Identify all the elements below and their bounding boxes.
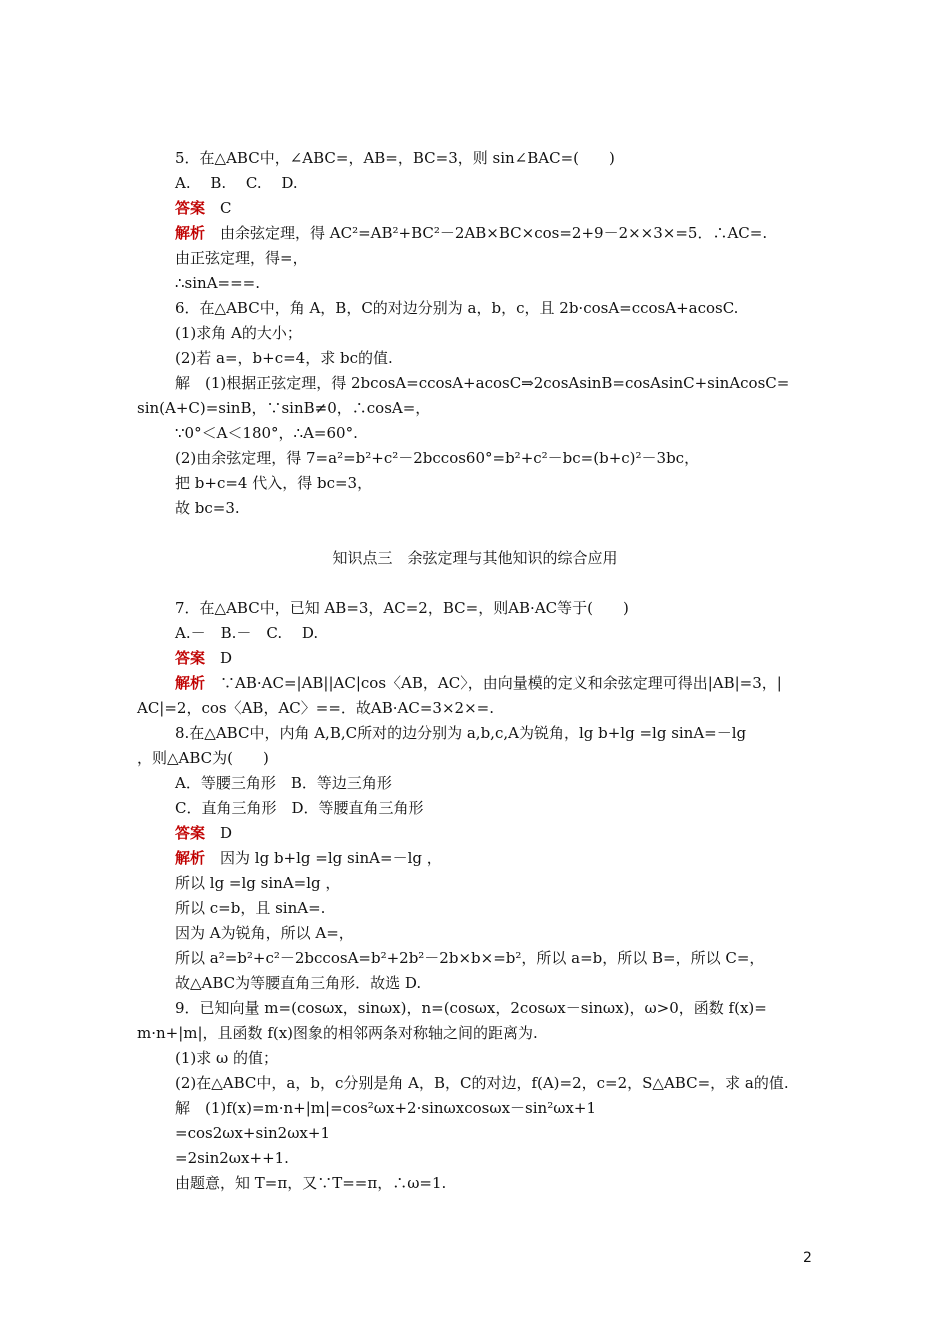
problem-8-analysis: 解析 因为 lg b+lg =lg sinA=－lg ， bbox=[175, 849, 442, 867]
problem-9-solution: 解 (1)f(x)=m·n+|m|=cos²ωx+2·sinωxcosωx－sin²ωx+1 bbox=[175, 1099, 597, 1117]
text-line: 故△ABC为等腰直角三角形．故选 D. bbox=[175, 974, 422, 992]
text-line: 所以 c=b，且 sinA=. bbox=[175, 899, 326, 917]
text-line: 把 b+c=4 代入，得 bc=3， bbox=[175, 474, 373, 492]
text-line: m·n+|m|，且函数 f(x)图象的相邻两条对称轴之间的距离为. bbox=[137, 1024, 538, 1042]
text-line: 所以 a²=b²+c²－2bccosA=b²+2b²－2b×b×=b²，所以 a=b，所以 B=，所以 C=， bbox=[175, 949, 765, 967]
problem-8-stem: 8.在△ABC中，内角 A,B,C所对的边分别为 a,b,c,A为锐角，lg b+lg =lg sinA=－lg bbox=[175, 724, 747, 742]
text-line: (2)由余弦定理，得 7=a²=b²+c²－2bccos60°=b²+c²－bc=(b+c)²－3bc， bbox=[175, 449, 700, 467]
section-heading: 知识点三 余弦定理与其他知识的综合应用 bbox=[332, 549, 618, 567]
problem-7-stem: 7．在△ABC中，已知 AB=3，AC=2，BC=，则AB·AC等于( ) bbox=[175, 599, 629, 617]
page-number: 2 bbox=[803, 1250, 812, 1266]
text-line: =2sin2ωx++1. bbox=[175, 1149, 289, 1167]
problem-6-stem: 6．在△ABC中，角 A，B，C的对边分别为 a，b，c，且 2b·cosA=ccosA+acosC. bbox=[175, 299, 739, 317]
problem-6-solution: 解 (1)根据正弦定理，得 2bcosA=ccosA+acosC⇒2cosAsinB=cosAsinC+sinAcosC= bbox=[175, 374, 790, 392]
problem-5-analysis: 解析 由余弦定理，得 AC²=AB²+BC²－2AB×BC×cos=2+9－2××3×=5．∴AC=. bbox=[175, 224, 768, 242]
text-line: sin(A+C)=sinB，∵sinB≠0，∴cosA=， bbox=[137, 399, 431, 417]
text-line: AC|=2，cos〈AB，AC〉==．故AB·AC=3×2×=. bbox=[137, 699, 494, 717]
text-line: 故 bc=3. bbox=[175, 499, 240, 517]
text-line: ∴sinA===. bbox=[175, 274, 261, 292]
text-line: (2)在△ABC中，a，b，c分别是角 A，B，C的对边，f(A)=2，c=2，S△ABC=，求 a的值. bbox=[175, 1074, 789, 1092]
text-line: ∵0°＜A＜180°，∴A=60°. bbox=[175, 424, 358, 442]
text-line: ，则△ABC为( ) bbox=[137, 749, 269, 767]
text-line: (1)求角 A的大小； bbox=[175, 324, 302, 342]
problem-7-analysis: 解析 ∵AB·AC=|AB||AC|cos〈AB，AC〉，由向量模的定义和余弦定理可得出|AB|=3，| bbox=[175, 674, 782, 692]
problem-8-options: C．直角三角形 D．等腰直角三角形 bbox=[175, 799, 424, 817]
problem-7-options: A.－ B.－ C. D. bbox=[175, 624, 319, 642]
text-line: (1)求 ω 的值； bbox=[175, 1049, 279, 1067]
problem-9-stem: 9．已知向量 m=(cosωx，sinωx)，n=(cosωx，2cosωx－sinωx)，ω>0，函数 f(x)= bbox=[175, 999, 767, 1017]
text-line: 所以 lg =lg sinA=lg ， bbox=[175, 874, 341, 892]
text-line: 由正弦定理，得=， bbox=[175, 249, 308, 267]
problem-5-answer: 答案 C bbox=[175, 199, 232, 217]
text-line: 因为 A为锐角，所以 A=， bbox=[175, 924, 354, 942]
text-line: 由题意，知 T=π，又∵T==π，∴ω=1. bbox=[175, 1174, 447, 1192]
text-line: (2)若 a=，b+c=4，求 bc的值. bbox=[175, 349, 393, 367]
problem-7-answer: 答案 D bbox=[175, 649, 233, 667]
problem-5-options: A. B. C. D. bbox=[175, 174, 298, 192]
problem-8-answer: 答案 D bbox=[175, 824, 233, 842]
text-line: =cos2ωx+sin2ωx+1 bbox=[175, 1124, 331, 1142]
problem-5-stem: 5．在△ABC中，∠ABC=，AB=，BC=3，则 sin∠BAC=( ) bbox=[175, 149, 615, 167]
problem-8-options: A．等腰三角形 B．等边三角形 bbox=[175, 774, 392, 792]
